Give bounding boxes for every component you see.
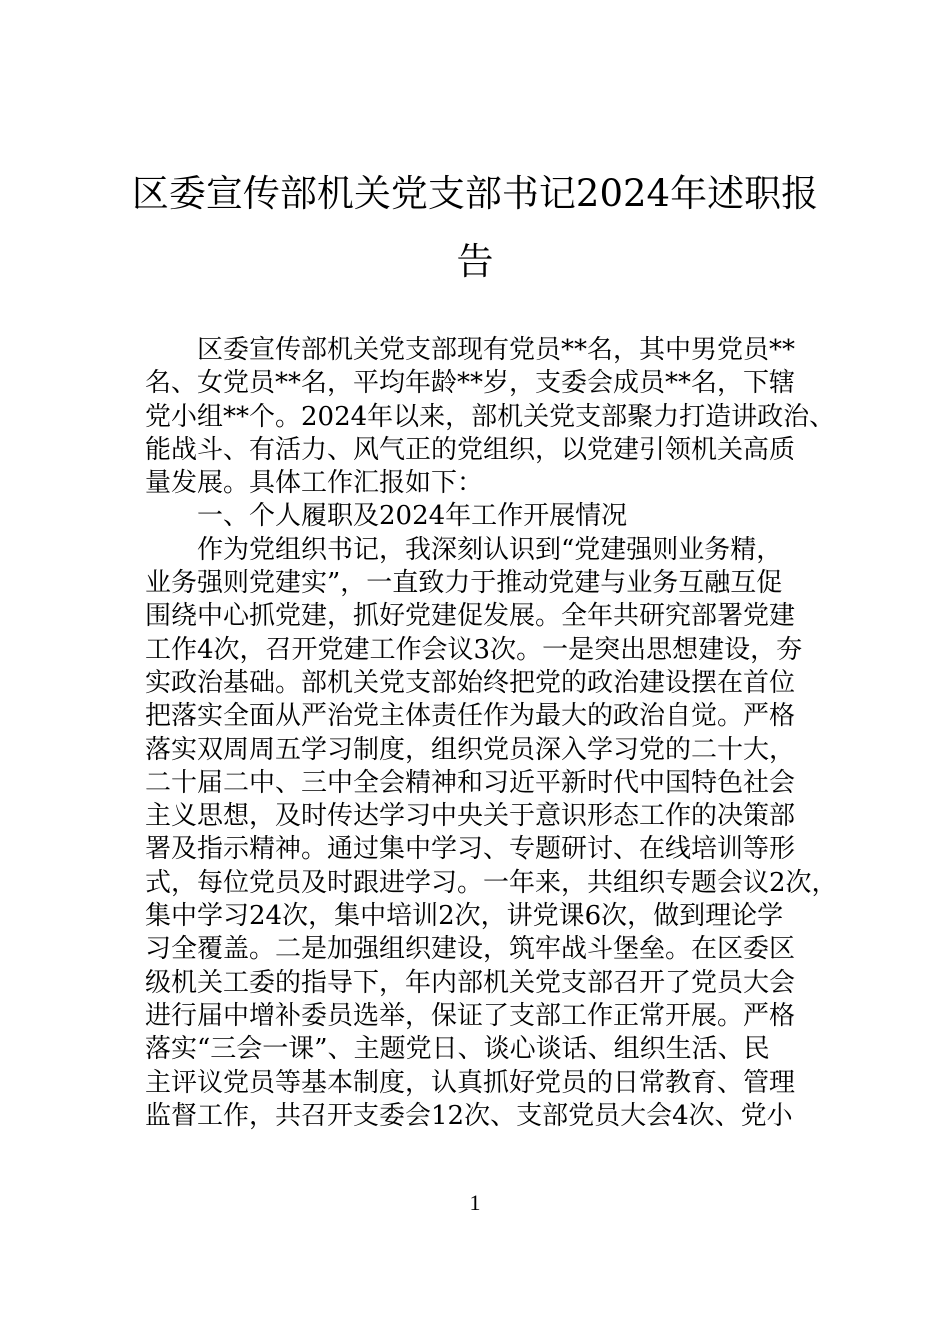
text-line: 量发展。具体工作汇报如下： [145,468,484,499]
text-line: 把落实全面从严治党主体责任作为最大的政治自觉。严格 [145,701,796,732]
text-line: 一、个人履职及2024年工作开展情况 [197,501,628,532]
text-line: 能战斗、有活力、风气正的党组织，以党建引领机关高质 [145,434,796,465]
text-line: 级机关工委的指导下，年内部机关党支部召开了党员大会 [145,967,796,998]
text-line: 监督工作，共召开支委会12次、支部党员大会4次、党小 [145,1100,793,1131]
text-line: 党小组**个。2024年以来，部机关党支部聚力打造讲政治、 [145,401,836,432]
text-line: 署及指示精神。通过集中学习、专题研讨、在线培训等形 [145,834,796,865]
document-body [145,334,845,1133]
text-line: 主义思想，及时传达学习中央关于意识形态工作的决策部 [145,801,796,832]
document-title-line-2: 告 [456,240,494,283]
text-line: 名、女党员**名，平均年龄**岁，支委会成员**名，下辖 [145,368,796,399]
text-line: 落实双周周五学习制度，组织党员深入学习党的二十大， [145,734,796,765]
text-line: 落实“三会一课”、主题党日、谈心谈话、组织生活、民 [145,1034,770,1065]
text-line: 业务强则党建实”，一直致力于推动党建与业务互融互促 [145,568,783,599]
text-line: 实政治基础。部机关党支部始终把党的政治建设摆在首位 [145,667,796,698]
text-line: 区委宣传部机关党支部现有党员**名，其中男党员** [197,335,796,365]
text-line: 作为党组织书记，我深刻认识到“党建强则业务精， [197,534,783,565]
page-number: 1 [469,1190,481,1215]
text-line: 进行届中增补委员选举，保证了支部工作正常开展。严格 [145,1000,796,1031]
text-line: 工作4次，召开党建工作会议3次。一是突出思想建设，夯 [145,634,803,665]
text-line: 围绕中心抓党建，抓好党建促发展。全年共研究部署党建 [145,601,796,632]
text-line: 主评议党员等基本制度，认真抓好党员的日常教育、管理 [145,1067,796,1098]
text-line: 习全覆盖。二是加强组织建设，筑牢战斗堡垒。在区委区 [145,934,796,965]
text-line: 二十届二中、三中全会精神和习近平新时代中国特色社会 [145,767,796,798]
text-line: 式，每位党员及时跟进学习。一年来，共组织专题会议2次， [145,867,838,898]
text-line: 集中学习24次，集中培训2次，讲党课6次，做到理论学 [145,901,784,932]
document-title-line-1: 区委宣传部机关党支部书记2024年述职报 [131,172,819,215]
